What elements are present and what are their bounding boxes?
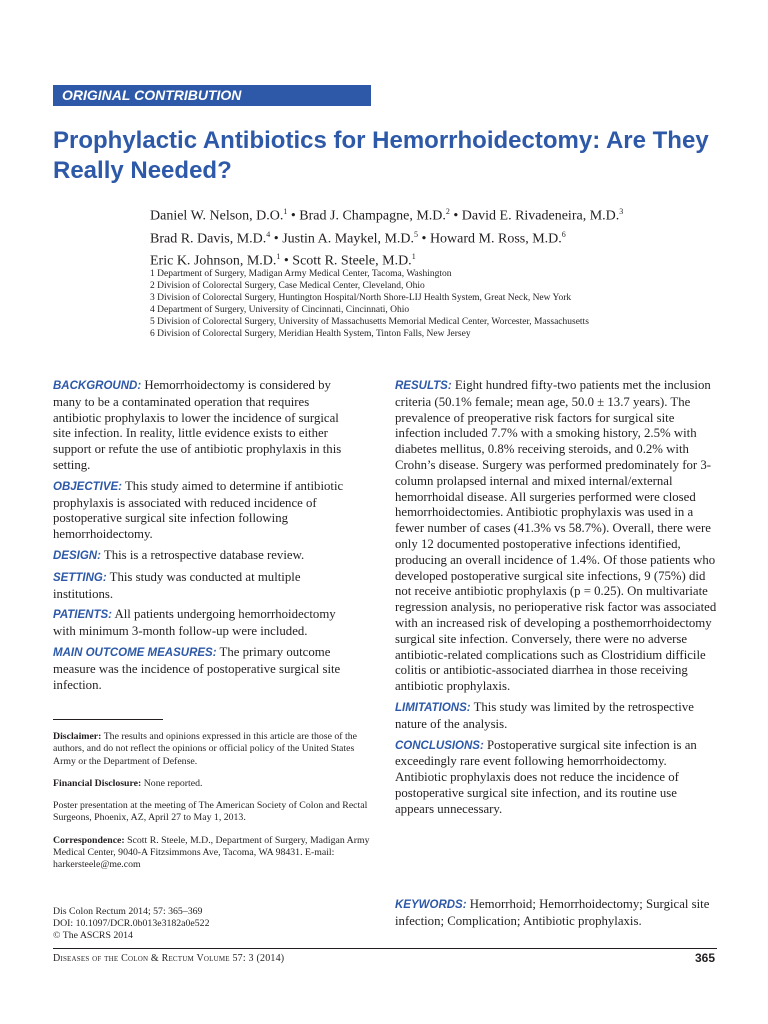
abstract-background <box>53 378 353 474</box>
section-text: The primary outcome measure was the incidence of postoperative surgical site infection. <box>53 644 341 692</box>
author-affil-ref: 5 <box>414 229 419 239</box>
section-heading: PATIENTS: <box>53 609 112 622</box>
section-text: This study was conducted at multiple institutions. <box>53 569 301 601</box>
affiliation-item: 6 Division of Colorectal Surgery, Meridian Health System, Tinton Falls, New Jersey <box>150 329 471 339</box>
abstract-patients <box>53 607 353 640</box>
affiliation-item: 3 Division of Colorectal Surgery, Huntington Hospital/North Shore-LIJ Health System, Great Neck, New York <box>150 293 572 303</box>
section-text: All patients undergoing hemorrhoidectomy with minimum 3-month follow-up were included. <box>53 607 336 639</box>
section-text: This study aimed to determine if antibiotic prophylaxis is associated with reduced incidence of postoperative surgical site infection following hemorrhoidectomy. <box>53 478 344 542</box>
section-text: Postoperative surgical site infection is an exceedingly rare event following hemorrhoidectomy. Antibiotic prophylaxis does not reduce the incidence of postoperative surgical site infection, and its routine use appears unnecessary. <box>395 737 697 816</box>
footer-divider <box>53 948 717 949</box>
keywords <box>395 897 717 930</box>
affiliation-item: 2 Division of Colorectal Surgery, Case Medical Center, Cleveland, Ohio <box>150 281 425 291</box>
section-text: Eight hundred fifty-two patients met the inclusion criteria (50.1% female; mean age, 50.0 ± 13.7 years). The prevalence of preoperative risk factors for surgical site infection included 7.7% with a smoking history, 2.5% with diabetes mellitus, 0.8% receiving steroids, and 0.2% with Crohn’s disease. Surgery was performed predominately for 3-column prolapsed internal and mixed internal/external hemorrhoidal disease. All surgeries performed were closed hemorrhoidectomies. Antibiotic prophylaxis was used in a fewer number of cases (41.3% vs 58.7%). Overall, there were only 12 documented postoperative infections identified, producing an overall incidence of 1.4%. Of those patients who developed postoperative surgical site infections, 9 (75%) did not receive antibiotic prophylaxis (p = 0.25). On multivariate regression analysis, no perioperative risk factor was associated with an increased risk of developing a posthemorrhoidectomy surgical site infection. Conversely, there were no adverse antibiotic-related complications such as Clostridium difficile colitis or antibiotic-associated diarrhea in those receiving antibiotic prophylaxis. <box>395 378 717 694</box>
page-number: 365 <box>694 951 715 965</box>
presentation-note <box>53 800 373 825</box>
abstract-design <box>53 548 353 565</box>
abstract-right-column <box>395 378 717 823</box>
footnotes <box>53 731 373 882</box>
note-text: Scott R. Steele, M.D., Department of Surgery, Madigan Army Medical Center, 9040-A Fitzsimmons Ave, Tacoma, WA 98431. E-mail: harkersteele@me.com <box>53 834 370 871</box>
note-label: Financial Disclosure: <box>53 777 142 789</box>
abstract-limitations <box>395 700 717 733</box>
author-name: Howard M. Ross, M.D. <box>429 231 562 247</box>
correspondence-note <box>53 835 373 872</box>
section-text: Hemorrhoidectomy is considered by many to be a contaminated operation that requires antibiotic prophylaxis to lower the incidence of surgical site infection. In reality, little evidence exists to either support or refute the use of antibiotic prophylaxis in this setting. <box>53 378 342 472</box>
note-text: Poster presentation at the meeting of The American Society of Colon and Rectal Surgeons, Phoenix, AZ, April 27 to May 1, 2013. <box>53 800 368 824</box>
abstract-setting <box>53 570 353 603</box>
author-affil-ref: 1 <box>283 207 288 216</box>
article-title: Prophylactic Antibiotics for Hemorrhoidectomy: Are They Really Needed? <box>53 127 709 184</box>
keywords-label: KEYWORDS: <box>395 899 467 911</box>
author-list <box>150 203 710 271</box>
section-text: This study was limited by the retrospective nature of the analysis. <box>395 699 694 731</box>
note-label: Disclaimer: <box>53 731 102 742</box>
author-name: Scott R. Steele, M.D. <box>292 253 412 269</box>
author-line: Brad R. Davis, M.D.$^4$ • Justin A. Maykel, M.D.$^5$ • Howard M. Ross, M.D.$^6$ <box>150 229 566 247</box>
citation-doi: DOI: 10.1097/DCR.0b013e3182a0e522 <box>53 918 210 929</box>
author-affil-ref: 1 <box>276 252 281 262</box>
note-label: Correspondence: <box>53 834 125 846</box>
author-affil-ref: 3 <box>619 207 624 216</box>
section-heading: DESIGN: <box>53 549 101 562</box>
financial-disclosure-note <box>53 778 373 790</box>
citation-info <box>53 906 373 942</box>
abstract-objective <box>53 479 353 543</box>
citation-journal: Dis Colon Rectum 2014; 57: 365–369 <box>53 906 203 917</box>
section-label: ORIGINAL CONTRIBUTION <box>53 85 371 106</box>
disclaimer-note <box>53 731 373 768</box>
affiliation-item: 4 Department of Surgery, University of Cincinnati, Cincinnati, Ohio <box>150 305 410 315</box>
section-heading: BACKGROUND: <box>53 380 142 392</box>
affiliation-item: 1 Department of Surgery, Madigan Army Medical Center, Tacoma, Washington <box>150 269 452 279</box>
affiliations <box>150 268 720 340</box>
keywords-text: Hemorrhoid; Hemorrhoidectomy; Surgical site infection; Complication; Antibiotic prophylaxis. <box>395 897 710 928</box>
section-heading: OBJECTIVE: <box>53 480 123 493</box>
section-heading: SETTING: <box>53 571 107 584</box>
author-name: David E. Rivadeneira, M.D. <box>461 208 620 224</box>
abstract-conclusions <box>395 738 717 818</box>
section-text: This is a retrospective database review. <box>103 547 305 562</box>
author-affil-ref: 4 <box>266 229 271 239</box>
affiliation-item: 5 Division of Colorectal Surgery, University of Massachusetts Memorial Medical Center, Worcester, Massachusetts <box>150 317 589 327</box>
author-line: Eric K. Johnson, M.D.$^1$ • Scott R. Steele, M.D.$^1$ <box>150 252 416 269</box>
notes-divider <box>53 719 163 720</box>
author-name: Brad R. Davis, M.D. <box>150 231 267 247</box>
section-heading: RESULTS: <box>395 380 452 392</box>
abstract-results <box>395 378 717 695</box>
note-text: None reported. <box>143 777 203 789</box>
running-footer: Diseases of the Colon & Rectum Volume 57: 3 (2014) <box>53 953 285 964</box>
author-affil-ref: 6 <box>561 229 566 239</box>
author-name: Justin A. Maykel, M.D. <box>282 231 415 247</box>
citation-copyright: © The ASCRS 2014 <box>53 930 133 941</box>
author-affil-ref: 1 <box>411 252 416 262</box>
abstract-outcome-measures <box>53 645 353 693</box>
author-affil-ref: 2 <box>445 207 450 216</box>
section-heading: LIMITATIONS: <box>395 701 471 714</box>
author-name: Eric K. Johnson, M.D. <box>150 253 277 269</box>
section-heading: CONCLUSIONS: <box>395 739 484 752</box>
abstract-left-column <box>53 378 353 698</box>
author-name: Daniel W. Nelson, D.O. <box>150 208 284 224</box>
author-name: Brad J. Champagne, M.D. <box>299 208 446 224</box>
note-text: The results and opinions expressed in this article are those of the authors, and do not reflect the opinions or official policy of the United States Army or the Department of Defense. <box>53 731 357 767</box>
author-line: Daniel W. Nelson, D.O.$^1$ • Brad J. Champagne, M.D.$^2$ • David E. Rivadeneira, M.D.$^3$ <box>150 207 624 224</box>
section-heading: MAIN OUTCOME MEASURES: <box>53 646 217 659</box>
